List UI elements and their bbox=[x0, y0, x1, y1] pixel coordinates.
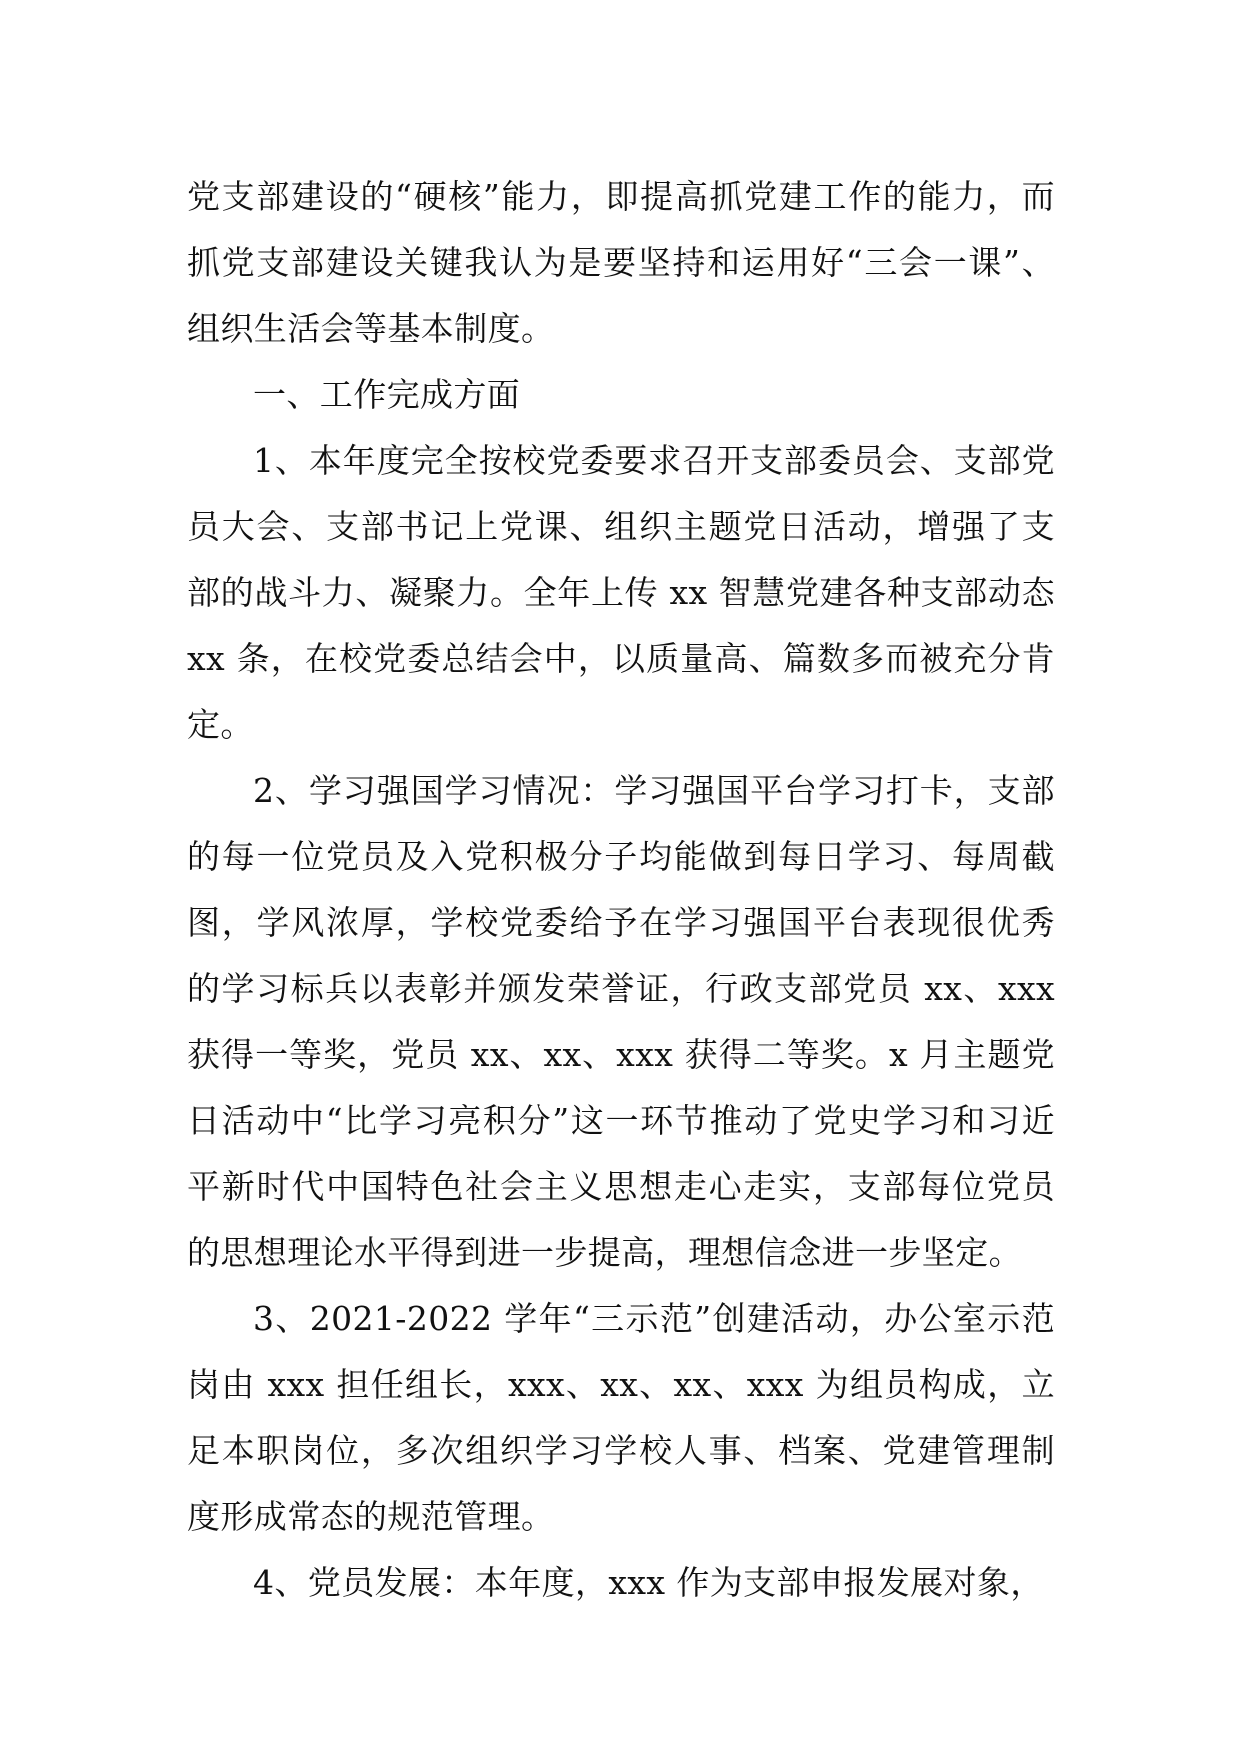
section-heading-work-completion: 一、工作完成方面 bbox=[253, 375, 521, 414]
paragraph-item-1: 1、本年度完全按校党委要求召开支部委员会、支部党员大会、支部书记上党课、组织主题党日活动，增强了支部的战斗力、凝聚力。全年上传 xx 智慧党建各种支部动态 xx 条，在校党委总结会中，以质量高、篇数多而被充分肯定。 bbox=[187, 441, 1055, 744]
paragraph-item-4: 4、党员发展：本年度，xxx 作为支部申报发展对象， bbox=[253, 1563, 1044, 1602]
paragraph-intro-continued: 党支部建设的“硬核”能力，即提高抓党建工作的能力，而抓党支部建设关键我认为是要坚持和运用好“三会一课”、组织生活会等基本制度。 bbox=[187, 177, 1055, 348]
paragraph-item-2: 2、学习强国学习情况：学习强国平台学习打卡，支部的每一位党员及入党积极分子均能做到每日学习、每周截图，学风浓厚，学校党委给予在学习强国平台表现很优秀的学习标兵以表彰并颁发荣誉证，行政支部党员 xx、xxx 获得一等奖，党员 xx、xx、xxx 获得二等奖。x 月主题党日活动中“比学习亮积分”这一环节推动了党史学习和习近平新时代中国特色社会主义思想走心走实，支部每位党员的思想理论水平得到进一步提高，理想信念进一步坚定。 bbox=[187, 771, 1055, 1272]
document-body bbox=[187, 164, 1055, 1616]
paragraph-item-3: 3、2021-2022 学年“三示范”创建活动，办公室示范岗由 xxx 担任组长，xxx、xx、xx、xxx 为组员构成，立足本职岗位，多次组织学习学校人事、档案、党建管理制度形成常态的规范管理。 bbox=[187, 1299, 1055, 1536]
